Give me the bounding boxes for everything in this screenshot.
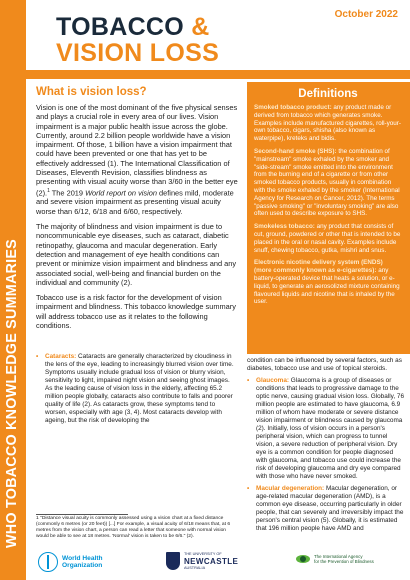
list-item-glaucoma: • Glaucoma: Glaucoma is a group of diseases or conditions that leads to progressive damage to the optic nerve, causing gradual vision loss. Globally, 76 million people are estimated to have glaucoma, 6.9 million of whom have moderate or severe distance vision impairment or blindness caused by glaucoma (2). Initially, loss of vision occurs in a person's peripheral vision, which can progress to tunnel vision, a severe reduction of peripheral vision. Dry eye is a common condition for people diagnosed with glaucoma, and tobacco use could increase the risk of developing glaucoma and dry eye compared with those who have never smoked. [247,377,405,480]
definition-item: Smokeless tobacco: any product that consists of cut, ground, powdered or other that is intended to be placed in the oral or nasal cavity. Examples include snuff, chewing tobacco, gutka, mishri and snus. [254,223,401,254]
bullet-icon: • [247,377,250,384]
definition-item: Smoked tobacco product: any product made or derived from tobacco which generates smoke. Examples include manufactured cigarettes, roll-your-own tobacco, cigars, shisha (also known as waterpipe), kreteks and bidis. [254,104,401,143]
who-emblem-icon [38,552,58,572]
definition-item: Electronic nicotine delivery system (ENDS) (more commonly known as e-cigarettes): any battery-operated device that heats a solution, or e-liquid, to generate an aerosolized mixture containing flavoured liquids and nicotine that is inhaled by the user. [254,259,400,306]
definitions-title: Definitions [298,88,358,100]
intro-column [36,86,241,336]
intro-paragraph-2: The majority of blindness and vision impairment is due to noncommunicable eye diseases, such as cataract, diabetic retinopathy, glaucoma and macular degeneration. Early detection and management of eye health conditions can prevent or minimize vision impairment and blindness and any associated social, well-being and financial burden on the individual and community (2). [36,222,237,287]
who-name-line-2: Organization [62,562,103,569]
footer [26,548,410,580]
header [26,0,410,78]
conditions-right [247,357,405,537]
title-line-2: VISION LOSS [56,39,220,67]
list-item-cataracts: • Cataracts: Cataracts are generally characterized by cloudiness in the lens of the eye, leading to increasingly blurred vision over time. Symptoms usually include gradual loss of vision or blurry vision, sensitivity to light, impaired night vision and seeing ghost images. As the leading cause of vision loss in the elderly, affecting 65.2 million people globally, cataracts also contribute to falls and poorer quality of life (2). As cataracts grow, these symptoms tend to worsen, especially with age (3, 4). Most cataracts develop with ageing, but the risk of developing the [36,353,234,424]
section-heading: What is vision loss? [36,86,147,98]
conditions-continued: condition can be influenced by several factors, such as diabetes, tobacco use and use of topical steroids. [247,357,402,372]
university-crest-icon [166,552,180,570]
series-title: WHO TOBACCO KNOWLEDGE SUMMARIES [4,239,20,548]
side-band [0,0,26,580]
title-tobacco: TOBACCO [56,13,185,41]
who-logo [38,552,103,572]
eye-icon [296,552,310,566]
title-line-1 [56,14,210,40]
who-name-line-1: World Health [62,554,103,562]
footnote: 1 "Distance visual acuity is commonly assessed using a vision chart at a fixed distance (commonly 6 metres (or 20 feet)) [...] For example, a visual acuity of 6/18 means that, at 6 metres from the vision chart, a person can read a letter that someone with normal vision would be able to see at 18 metres. 'Normal' vision is taken to be 6/6." (2). [36,516,231,539]
iapb-logo: The International Agency for the Prevention of Blindness [296,552,374,566]
conditions-left [36,353,236,429]
newcastle-logo: THE UNIVERSITY OF NEWCASTLE AUSTRALIA [166,552,238,570]
list-item-macular: • Macular degeneration: Macular degeneration, or age-related macular degeneration (AMD), is a common eye disease, occurring particularly in older people, that can severely and irreversibly impact the person's central vision (5). Globally, it is estimated that 196 million people have AMD and [247,485,404,532]
bullet-icon: • [36,353,39,360]
title-ampersand: & [191,13,210,41]
issue-date: October 2022 [334,9,398,20]
bullet-icon: • [247,485,250,492]
definitions-box [247,82,410,354]
header-divider [26,70,410,79]
intro-paragraph-1: Vision is one of the most dominant of the five physical senses and plays a crucial role in every area of our lives. Vision impairment is a major public health issue across the globe. Currently, around 2.2 billion people worldwide have a vision impairment. Of those, 1 billion have a vision impairment that could have been prevented or one that has yet to be effectively addressed (1). The International Classification of Diseases, Eleventh Revision, classifies blindness as presenting with visual acuity worse than 3/60 in the better eye (2).$^1$ The 2019 World report on vision defines mild, moderate and severe vision impairment as presenting visual acuity worse than 6/12, 6/18 and 6/60, respectively. [36,103,238,216]
footnote-rule [36,514,128,515]
intro-paragraph-3: Tobacco use is a risk factor for the development of vision impairment and blindness. This tobacco knowledge summary will address tobacco use as it relates to the following conditions. [36,293,236,330]
definition-item: Second-hand smoke (SHS): the combination of "mainstream" smoke exhaled by the smoker and "side-stream" smoke emitted into the environment from the burning end of a cigarette or from other smoked tobacco products, usually in combination with the smoke exhaled by the smoker (International Agency for Research on Cancer, 2012). The terms "passive smoking" or "involuntary smoking" are also often used to describe exposure to SHS. [254,147,400,218]
